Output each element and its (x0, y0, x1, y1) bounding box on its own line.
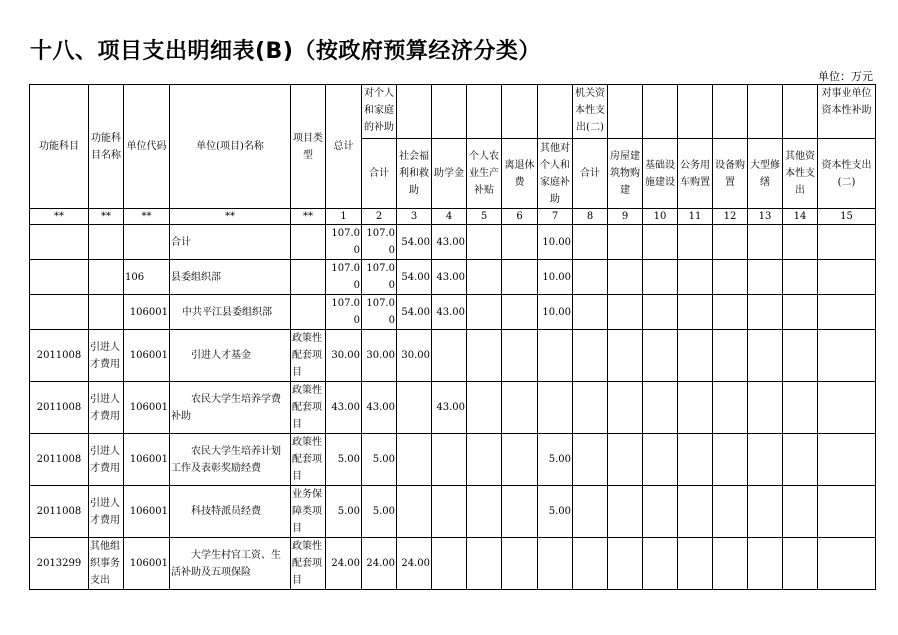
header-personal-total: 合计 (362, 139, 397, 209)
unit-code-cell: 106001 (124, 330, 170, 382)
value-cell (643, 382, 678, 434)
value-cell (432, 486, 467, 538)
value-cell (818, 260, 876, 295)
header-total: 总计 (326, 85, 362, 209)
value-cell (748, 434, 783, 486)
header-retirement: 离退休费 (502, 139, 538, 209)
value-cell (713, 486, 748, 538)
value-cell: 43.00 (432, 295, 467, 330)
value-cell: 54.00 (397, 225, 432, 260)
value-cell (643, 486, 678, 538)
value-cell: 54.00 (397, 260, 432, 295)
value-cell (643, 330, 678, 382)
header-group-institution: 对事业单位资本性补助 (818, 85, 876, 139)
index-cell: 10 (643, 209, 678, 225)
value-cell: 5.00 (326, 486, 362, 538)
value-cell (678, 486, 713, 538)
header-group-personal: 对个人和家庭的补助 (362, 85, 397, 139)
value-cell (748, 538, 783, 590)
value-cell (748, 330, 783, 382)
value-cell (467, 330, 502, 382)
value-cell (783, 486, 818, 538)
value-cell (502, 382, 538, 434)
table-row (30, 225, 876, 260)
project-type-cell: 政策性配套项目 (291, 434, 326, 486)
page-title: 十八、项目支出明细表(B)（按政府预算经济分类） (30, 39, 541, 64)
value-cell (783, 330, 818, 382)
value-cell (818, 486, 876, 538)
func-code-cell: 2011008 (30, 486, 89, 538)
index-cell: 2 (362, 209, 397, 225)
func-code-cell (30, 295, 89, 330)
table-row (30, 295, 876, 330)
index-cell: 8 (573, 209, 608, 225)
func-name-cell: 引进人才费用 (89, 382, 124, 434)
value-cell: 24.00 (362, 538, 397, 590)
header-other-personal: 其他对个人和家庭补助 (538, 139, 573, 209)
value-cell: 5.00 (362, 434, 397, 486)
value-cell (538, 330, 573, 382)
value-cell (432, 538, 467, 590)
value-cell (538, 382, 573, 434)
value-cell (643, 225, 678, 260)
func-code-cell (30, 260, 89, 295)
value-cell (678, 434, 713, 486)
index-cell: 1 (326, 209, 362, 225)
index-cell: ** (89, 209, 124, 225)
value-cell (713, 538, 748, 590)
unit-code-cell: 106001 (124, 382, 170, 434)
value-cell (573, 295, 608, 330)
value-cell (502, 486, 538, 538)
unit-name-cell: 引进人才基金 (170, 330, 291, 382)
unit-code-cell (124, 225, 170, 260)
value-cell: 107.00 (362, 295, 397, 330)
func-code-cell (30, 225, 89, 260)
header-building: 房屋建筑物购建 (608, 139, 643, 209)
unit-name-cell: 合计 (170, 225, 291, 260)
header-group-capital: 机关资本性支出(二) (573, 85, 608, 139)
header-infrastructure: 基础设施建设 (643, 139, 678, 209)
value-cell (502, 434, 538, 486)
value-cell: 24.00 (397, 538, 432, 590)
value-cell: 54.00 (397, 295, 432, 330)
value-cell (608, 382, 643, 434)
index-cell: ** (170, 209, 291, 225)
value-cell (783, 225, 818, 260)
header-capital-total: 合计 (573, 139, 608, 209)
value-cell (748, 486, 783, 538)
table-row (30, 434, 876, 486)
header-func-name: 功能科目名称 (89, 85, 124, 209)
value-cell (502, 260, 538, 295)
value-cell (818, 382, 876, 434)
value-cell: 30.00 (397, 330, 432, 382)
table-row (30, 330, 876, 382)
project-type-cell: 政策性配套项目 (291, 382, 326, 434)
header-equipment: 设备购置 (713, 139, 748, 209)
value-cell: 43.00 (432, 260, 467, 295)
value-cell: 5.00 (538, 486, 573, 538)
unit-code-cell: 106001 (124, 486, 170, 538)
func-name-cell: 引进人才费用 (89, 330, 124, 382)
header-func-code: 功能科目 (30, 85, 89, 209)
value-cell: 30.00 (326, 330, 362, 382)
value-cell (713, 260, 748, 295)
value-cell: 43.00 (432, 225, 467, 260)
value-cell (467, 225, 502, 260)
value-cell (678, 538, 713, 590)
index-row (30, 209, 876, 225)
value-cell: 30.00 (362, 330, 397, 382)
value-cell (818, 434, 876, 486)
value-cell (783, 434, 818, 486)
value-cell (643, 538, 678, 590)
value-cell: 5.00 (538, 434, 573, 486)
value-cell (432, 330, 467, 382)
unit-name-cell: 县委组织部 (170, 260, 291, 295)
header-repair: 大型修缮 (748, 139, 783, 209)
value-cell (502, 330, 538, 382)
value-cell (783, 538, 818, 590)
value-cell (467, 260, 502, 295)
value-cell (397, 486, 432, 538)
index-cell: ** (291, 209, 326, 225)
value-cell (678, 295, 713, 330)
value-cell: 107.00 (362, 225, 397, 260)
value-cell (818, 538, 876, 590)
index-cell: 6 (502, 209, 538, 225)
value-cell (573, 225, 608, 260)
value-cell (643, 260, 678, 295)
value-cell (608, 434, 643, 486)
value-cell (573, 538, 608, 590)
value-cell (713, 295, 748, 330)
value-cell (643, 434, 678, 486)
header-other-capital: 其他资本性支出 (783, 139, 818, 209)
index-cell: 14 (783, 209, 818, 225)
value-cell (818, 225, 876, 260)
index-cell: 9 (608, 209, 643, 225)
value-cell (783, 382, 818, 434)
unit-name-cell: 大学生村官工资、生活补助及五项保险 (170, 538, 291, 590)
value-cell (608, 330, 643, 382)
value-cell (818, 330, 876, 382)
index-cell: 3 (397, 209, 432, 225)
table-row (30, 260, 876, 295)
value-cell: 43.00 (432, 382, 467, 434)
header-social-welfare: 社会福利和救助 (397, 139, 432, 209)
project-type-cell: 政策性配套项目 (291, 538, 326, 590)
project-type-cell (291, 295, 326, 330)
table-row (30, 486, 876, 538)
value-cell (783, 260, 818, 295)
value-cell (573, 382, 608, 434)
value-cell (573, 486, 608, 538)
index-cell: ** (30, 209, 89, 225)
func-name-cell (89, 225, 124, 260)
value-cell (608, 260, 643, 295)
value-cell: 107.00 (326, 225, 362, 260)
value-cell (713, 382, 748, 434)
value-cell (608, 225, 643, 260)
value-cell (538, 538, 573, 590)
value-cell: 107.00 (326, 260, 362, 295)
value-cell (397, 434, 432, 486)
unit-code-cell: 106001 (124, 295, 170, 330)
index-cell: ** (124, 209, 170, 225)
func-code-cell: 2011008 (30, 434, 89, 486)
unit-name-cell: 农民大学生培养学费补助 (170, 382, 291, 434)
unit-label: 单位：万元 (818, 70, 873, 83)
value-cell (502, 225, 538, 260)
value-cell (643, 295, 678, 330)
header-project-type: 项目类型 (291, 85, 326, 209)
value-cell (467, 434, 502, 486)
value-cell (573, 260, 608, 295)
value-cell (397, 382, 432, 434)
value-cell (678, 260, 713, 295)
project-expense-table (29, 84, 876, 590)
value-cell: 10.00 (538, 225, 573, 260)
value-cell (467, 382, 502, 434)
project-type-cell: 业务保障类项目 (291, 486, 326, 538)
value-cell (713, 225, 748, 260)
index-cell: 13 (748, 209, 783, 225)
value-cell (748, 382, 783, 434)
func-name-cell (89, 260, 124, 295)
value-cell (748, 260, 783, 295)
value-cell (678, 330, 713, 382)
value-cell (467, 486, 502, 538)
index-cell: 12 (713, 209, 748, 225)
project-type-cell (291, 260, 326, 295)
value-cell (713, 434, 748, 486)
value-cell: 10.00 (538, 260, 573, 295)
index-cell: 7 (538, 209, 573, 225)
value-cell (467, 538, 502, 590)
header-student-aid: 助学金 (432, 139, 467, 209)
header-unit-code: 单位代码 (124, 85, 170, 209)
project-type-cell: 政策性配套项目 (291, 330, 326, 382)
func-name-cell (89, 295, 124, 330)
func-code-cell: 2011008 (30, 330, 89, 382)
value-cell (818, 295, 876, 330)
value-cell (608, 295, 643, 330)
value-cell: 5.00 (362, 486, 397, 538)
value-cell: 43.00 (362, 382, 397, 434)
value-cell: 5.00 (326, 434, 362, 486)
func-code-cell: 2011008 (30, 382, 89, 434)
value-cell: 24.00 (326, 538, 362, 590)
unit-name-cell: 农民大学生培养计划工作及表彰奖励经费 (170, 434, 291, 486)
header-farmer-subsidy: 个人农业生产补贴 (467, 139, 502, 209)
unit-code-cell: 106 (124, 260, 170, 295)
value-cell (573, 330, 608, 382)
value-cell (432, 434, 467, 486)
index-cell: 4 (432, 209, 467, 225)
value-cell (748, 295, 783, 330)
value-cell (608, 538, 643, 590)
unit-code-cell: 106001 (124, 434, 170, 486)
value-cell (608, 486, 643, 538)
value-cell (678, 225, 713, 260)
value-cell (678, 382, 713, 434)
value-cell: 107.00 (326, 295, 362, 330)
index-cell: 11 (678, 209, 713, 225)
value-cell (783, 295, 818, 330)
table-row (30, 538, 876, 590)
value-cell (467, 295, 502, 330)
func-name-cell: 其他组织事务支出 (89, 538, 124, 590)
func-name-cell: 引进人才费用 (89, 486, 124, 538)
header-unit-name: 单位(项目)名称 (170, 85, 291, 209)
value-cell (713, 330, 748, 382)
value-cell (502, 538, 538, 590)
value-cell (748, 225, 783, 260)
unit-name-cell: 中共平江县委组织部 (170, 295, 291, 330)
value-cell: 107.00 (362, 260, 397, 295)
table-row (30, 382, 876, 434)
value-cell (573, 434, 608, 486)
func-name-cell: 引进人才费用 (89, 434, 124, 486)
header-institution-capital: 资本性支出(二) (818, 139, 876, 209)
unit-code-cell: 106001 (124, 538, 170, 590)
value-cell (502, 295, 538, 330)
value-cell: 10.00 (538, 295, 573, 330)
project-type-cell (291, 225, 326, 260)
value-cell: 43.00 (326, 382, 362, 434)
index-cell: 5 (467, 209, 502, 225)
index-cell: 15 (818, 209, 876, 225)
unit-name-cell: 科技特派员经费 (170, 486, 291, 538)
header-vehicle: 公务用车购置 (678, 139, 713, 209)
func-code-cell: 2013299 (30, 538, 89, 590)
